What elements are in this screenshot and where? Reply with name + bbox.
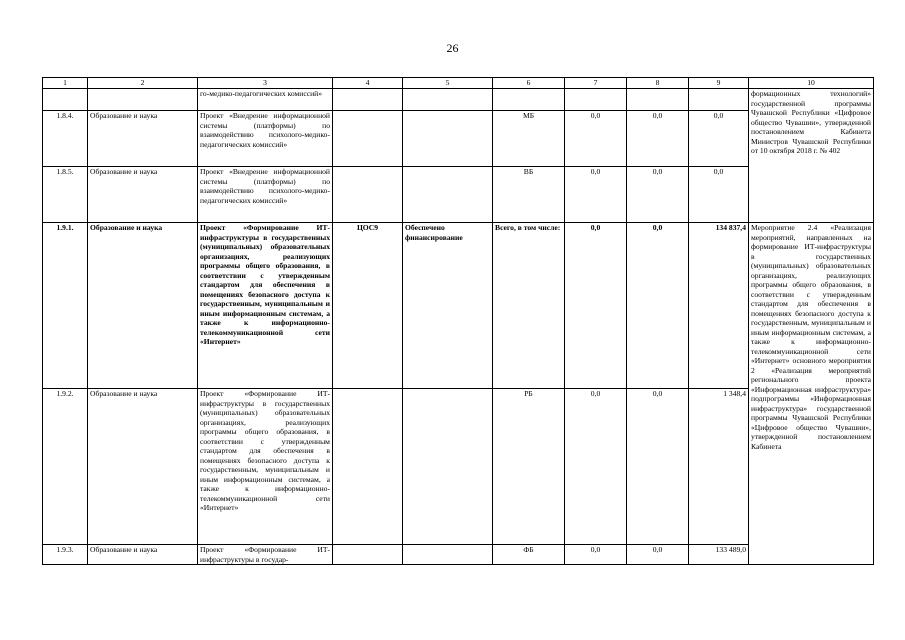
cell-id: 1.9.2. [43, 389, 88, 545]
cell-project: Проект «Внедрение информационной системы (платформы) по взаимодействию психолого-медико-педагогических комиссий» [198, 111, 333, 167]
cell-value [627, 89, 689, 111]
cell-value: 0,0 [565, 167, 627, 223]
cell-area: Образование и наука [88, 389, 198, 545]
cell-goal: Обеспечено финансирование [403, 223, 493, 389]
cell-value: 0,0 [565, 545, 627, 565]
header-cell: 3 [198, 78, 333, 89]
cell-code [333, 111, 403, 167]
cell-id: 1.9.3. [43, 545, 88, 565]
cell-goal [403, 389, 493, 545]
cell-value: 0,0 [627, 389, 689, 545]
cell-source: МБ [493, 111, 565, 167]
cell-id: 1.8.4. [43, 111, 88, 167]
cell-value: 134 837,4 [689, 223, 749, 389]
cell-area: Образование и наука [88, 223, 198, 389]
cell-goal [403, 167, 493, 223]
cell-value: 0,0 [565, 111, 627, 167]
cell-id [43, 89, 88, 111]
cell-goal [403, 111, 493, 167]
cell-goal [403, 545, 493, 565]
cell-id: 1.9.1. [43, 223, 88, 389]
cell-value: 0,0 [627, 223, 689, 389]
cell-value: 0,0 [565, 389, 627, 545]
cell-project: Проект «Формирование ИТ-инфраструктуры в государственных (муниципальных) образовательных организациях, реализующих программы общего образования, в соответствии с утвержденным стандартом для обеспечения в помещениях безопасного доступа к государственным, муниципальным и иным информационным системам, а также к информационно-телекоммуникационной сети «Интернет» [198, 389, 333, 545]
page-number: 26 [446, 41, 459, 55]
cell-description: Мероприятие 2.4 «Реализация мероприятий, направленных на формирование ИТ-инфраструктуры в государственных (муниципальных) образовательных организациях, реализующих программы общего образования, в соответствии с утвержденным стандартом для обеспечения в помещениях безопасного доступа к государственным, муниципальным и иным информационным системам, а также к информационно-телекоммуникационной сети «Интернет» основного мероприятия 2 «Реализация мероприятий регионального проекта «Информационная инфраструктура» подпрограммы «Информационная инфраструктура» государственной программы Чувашской Республики «Цифровое общество Чувашии», утвержденной постановлением Кабинета [749, 223, 874, 565]
cell-value: 0,0 [627, 167, 689, 223]
header-cell: 4 [333, 78, 403, 89]
cell-source: ВБ [493, 167, 565, 223]
cell-code [333, 545, 403, 565]
cell-project: Проект «Формирование ИТ-инфраструктуры в государственных (муниципальных) образовательных организациях, реализующих программы общего образования, в соответствии с утвержденным стандартом для обеспечения в помещениях безопасного доступа к государственным, муниципальным и иным информационным системам, а также к информационно-телекоммуникационной сети «Интернет» [198, 223, 333, 389]
cell-value: 0,0 [689, 111, 749, 167]
cell-area [88, 89, 198, 111]
cell-source: ФБ [493, 545, 565, 565]
cell-value: 0,0 [627, 545, 689, 565]
header-cell: 5 [403, 78, 493, 89]
table-row [43, 89, 874, 111]
header-cell: 8 [627, 78, 689, 89]
cell-source [493, 89, 565, 111]
cell-value: 0,0 [689, 167, 749, 223]
header-cell: 10 [749, 78, 874, 89]
cell-goal [403, 89, 493, 111]
header-cell: 2 [88, 78, 198, 89]
header-cell: 6 [493, 78, 565, 89]
cell-area: Образование и наука [88, 545, 198, 565]
cell-value [689, 89, 749, 111]
cell-area: Образование и наука [88, 167, 198, 223]
cell-value [565, 89, 627, 111]
cell-code [333, 389, 403, 545]
header-cell: 7 [565, 78, 627, 89]
cell-project: Проект «Внедрение информационной системы (платформы) по взаимодействию психолого-медико-педагогических комиссий» [198, 167, 333, 223]
cell-id: 1.8.5. [43, 167, 88, 223]
program-table [42, 77, 874, 565]
cell-code [333, 89, 403, 111]
cell-code: ЦОС9 [333, 223, 403, 389]
table-row-total [43, 223, 874, 389]
header-cell: 9 [689, 78, 749, 89]
cell-source: Всего, в том числе: [493, 223, 565, 389]
cell-source: РБ [493, 389, 565, 545]
cell-value: 0,0 [627, 111, 689, 167]
cell-code [333, 167, 403, 223]
cell-description: формационных технологий» государственной программы Чувашской Республики «Цифровое общество Чувашии», утвержденной постановлением Кабинета Министров Чувашской Республики от 10 октября 2018 г. № 402 [749, 89, 874, 223]
cell-area: Образование и наука [88, 111, 198, 167]
cell-project: Проект «Формирование ИТ-инфраструктуры в государ- [198, 545, 333, 565]
cell-value: 1 348,4 [689, 389, 749, 545]
cell-project: го-медико-педагогических комиссий» [198, 89, 333, 111]
header-cell: 1 [43, 78, 88, 89]
cell-value: 133 489,0 [689, 545, 749, 565]
header-row [43, 78, 874, 89]
cell-value: 0,0 [565, 223, 627, 389]
